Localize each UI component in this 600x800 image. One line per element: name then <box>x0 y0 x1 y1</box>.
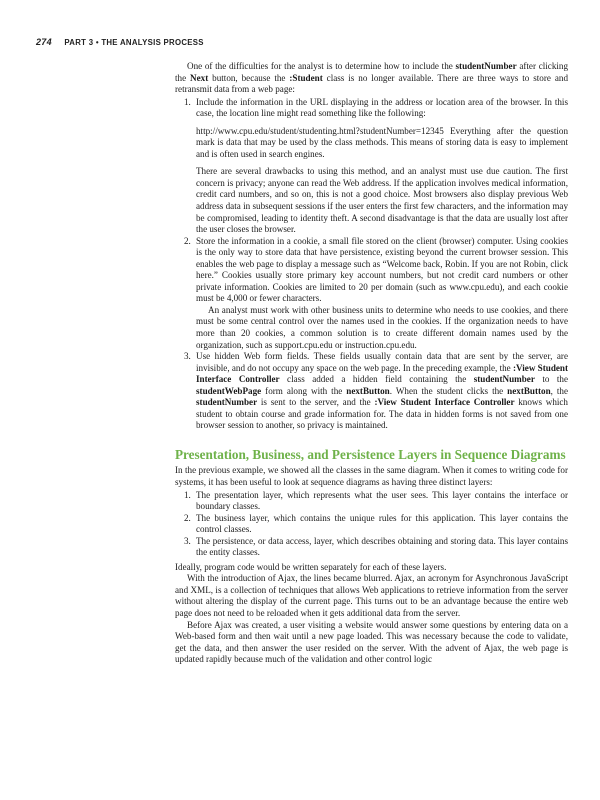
part-label: PART 3 <box>64 38 94 47</box>
list-item-number: 2. <box>184 512 191 523</box>
list-item <box>175 351 568 432</box>
term-studentwebpage: studentWebPage <box>196 385 262 396</box>
hidden-fields-text: . When the student clicks the <box>389 385 508 396</box>
example-url: http://www.cpu.edu/student/studenting.html?studentNumber=12345 <box>196 125 444 136</box>
page-number: 274 <box>36 37 52 47</box>
term-view-controller: :View Student Interface Controller <box>196 362 569 385</box>
list-item <box>175 536 568 559</box>
intro-text-1: One of the difficulties for the analyst is to determine how to include the <box>187 61 456 71</box>
hidden-fields-text: is sent to the server, and the <box>257 397 375 408</box>
before-ajax-paragraph: Before Ajax was created, a user visiting a website would answer some questions by entering data on a Web-based form and then wait until a new page loaded. This was necessary because the code to validate, get the data, and then answer the user resided on the server. With the advent of Ajax, the web page is updated rapidly because much of the validation and other control logic <box>175 619 568 665</box>
intro-term-studentnumber: studentNumber <box>455 61 517 71</box>
list-item-number: 2. <box>184 235 191 246</box>
list-item-text: Store the information in a cookie, a small file stored on the client (browser) computer. Using cookies is the only way to store data that have persistence, existing beyond the current browser session. This enables the web page to display a message such as “Welcome back, Robin. If you are not Robin, click here.” Cookies usually store primary key account numbers, but not credit card numbers or other private information. Cookies are limited to 20 per domain (such as www.cpu.edu), and each cookie must be 4,000 or fewer characters. <box>196 235 568 304</box>
list-item <box>175 490 568 513</box>
running-head <box>36 37 204 47</box>
list-item-text: The business layer, which contains the unique rules for this application. This layer contains the control classes. <box>196 512 568 535</box>
list-item-number: 3. <box>184 535 191 546</box>
intro-paragraph <box>175 61 568 96</box>
intro-term-next: Next <box>190 72 209 83</box>
intro-term-student: :Student <box>289 72 323 83</box>
term-studentnumber: studentNumber <box>473 374 535 385</box>
part-title: THE ANALYSIS PROCESS <box>101 38 204 47</box>
intro-text-2: after clicking the <box>175 61 568 83</box>
list-item-number: 1. <box>184 96 191 107</box>
ajax-paragraph: With the introduction of Ajax, the lines became blurred. Ajax, an acronym for Asynchronous JavaScript and XML, is a collection of techniques that allows Web applications to retrieve information from the server without altering the display of the current page. This turns out to be an advantage because the entire web page does not need to be reloaded when it gets additional data from the server. <box>175 573 568 619</box>
term-nextbutton: nextButton <box>346 385 390 396</box>
url-explanation: Everything after the question mark is data that may be used by the class methods. This means of storing data is easy to implement and is often used in search engines. <box>196 125 568 159</box>
section-heading: Presentation, Business, and Persistence Layers in Sequence Diagrams <box>175 446 566 462</box>
page-body <box>175 61 568 666</box>
hidden-fields-text: Use hidden Web form fields. These fields usually contain data that are sent by the server, are invisible, and do not occupy any space on the web page. In the preceding example, the <box>196 351 568 373</box>
hidden-fields-text: class added a hidden field containing the <box>279 374 474 385</box>
term-nextbutton: nextButton <box>507 385 551 396</box>
hidden-fields-text: to the <box>534 374 568 385</box>
layers-list <box>175 490 568 559</box>
list-item <box>175 236 568 351</box>
term-studentnumber: studentNumber <box>196 397 258 408</box>
drawbacks-paragraph: There are several drawbacks to using this method, and an analyst must use due caution. The first concern is privacy; anyone can read the Web address. If the application involves medical information, credit card numbers, and so on, this is not a good choice. Most browsers also display previous Web address data in subsequent sessions if the user enters the first few characters, and the information may be compromised, leading to identity theft. A second disadvantage is that the data are usually lost after the user closes the browser. <box>196 166 568 235</box>
list-item-text <box>196 351 568 432</box>
list-item-text: The persistence, or data access, layer, which describes obtaining and storing data. This layer contains the entity classes. <box>196 535 568 558</box>
url-example <box>196 126 568 161</box>
cookies-paragraph: An analyst must work with other business units to determine who needs to use cookies, and there must be some central control over the names used in the cookies. If the organization needs to have more than 20 cookies, a common solution is to create different domain names used by the organization, such as support.cpu.edu or instruction.cpu.edu. <box>196 304 568 350</box>
hidden-fields-text: knows which student to obtain course and grade information for. The data in hidden forms is not saved from one browser session to another, so privacy is maintained. <box>196 397 568 431</box>
body-paragraph: Ideally, program code would be written separately for each of these layers. <box>175 561 447 572</box>
list-item-number: 3. <box>184 351 191 362</box>
section-intro: In the previous example, we showed all the classes in the same diagram. When it comes to writing code for systems, it has been useful to look at sequence diagrams as having three distinct layers: <box>175 465 568 487</box>
list-item-number: 1. <box>184 489 191 500</box>
term-view-controller: :View Student Interface Controller <box>374 397 515 408</box>
list-item <box>175 97 568 236</box>
list-item <box>175 513 568 536</box>
storage-methods-list <box>175 97 568 432</box>
header-bullet: • <box>95 38 99 47</box>
list-item-text: Include the information in the URL displaying in the address or location area of the browser. In this case, the location line might read something like the following: <box>196 96 568 119</box>
hidden-fields-text: form along with the <box>261 385 347 396</box>
list-item-text: The presentation layer, which represents what the user sees. This layer contains the interface or boundary classes. <box>196 489 568 512</box>
hidden-fields-text: , the <box>550 385 568 396</box>
intro-text-4: class is no longer available. There are three ways to store and retransmit data from a web page: <box>175 72 568 95</box>
intro-text-3: button, because the <box>208 72 290 83</box>
